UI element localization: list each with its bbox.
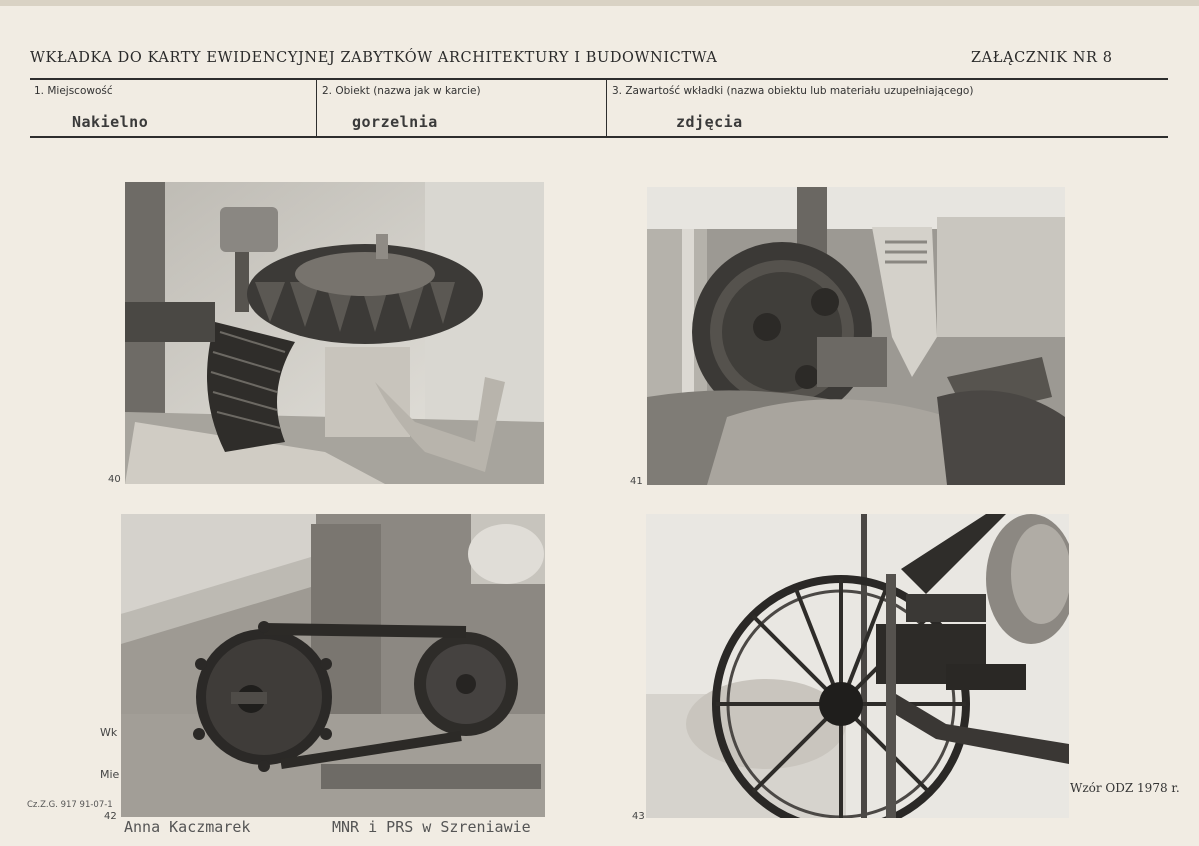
table-bottom-rule (30, 136, 1168, 138)
underlying-label-2: Mie (100, 768, 120, 781)
field-label-locality: 1. Miejscowość (34, 85, 113, 97)
photo-number-43: 43 (632, 811, 645, 822)
photo-43-spoked-wheel (646, 514, 1069, 818)
sheet-top-edge (0, 0, 1199, 6)
photo-number-41: 41 (630, 476, 643, 487)
form-title: WKŁADKA DO KARTY EWIDENCYJNEJ ZABYTKÓW ARCHITEKTURY I BUDOWNICTWA (30, 50, 718, 66)
field-value-locality: Nakielno (72, 113, 149, 131)
table-divider-1 (316, 80, 317, 136)
photo-40-bevel-gear (125, 182, 544, 484)
photo-number-42: 42 (104, 811, 117, 822)
field-label-contents: 3. Zawartość wkładki (nazwa obiektu lub materiału uzupełniającego) (612, 85, 974, 97)
photo-number-40: 40 (108, 474, 121, 485)
underlying-label-1: Wk (100, 726, 118, 739)
photo-41-flywheel (647, 187, 1065, 485)
field-value-contents: zdjęcia (676, 113, 743, 131)
annex-number: ZAŁĄCZNIK NR 8 (971, 50, 1113, 66)
field-value-object: gorzelnia (352, 113, 438, 131)
institution-name: MNR i PRS w Szreniawie (332, 818, 531, 836)
author-name: Anna Kaczmarek (124, 818, 251, 836)
template-note: Wzór ODZ 1978 r. (1070, 781, 1180, 795)
table-top-rule (30, 78, 1168, 80)
print-code: Cz.Z.G. 917 91-07-1 (27, 800, 113, 810)
photo-42-sprockets (121, 514, 545, 817)
field-label-object: 2. Obiekt (nazwa jak w karcie) (322, 85, 481, 97)
table-divider-2 (606, 80, 607, 136)
